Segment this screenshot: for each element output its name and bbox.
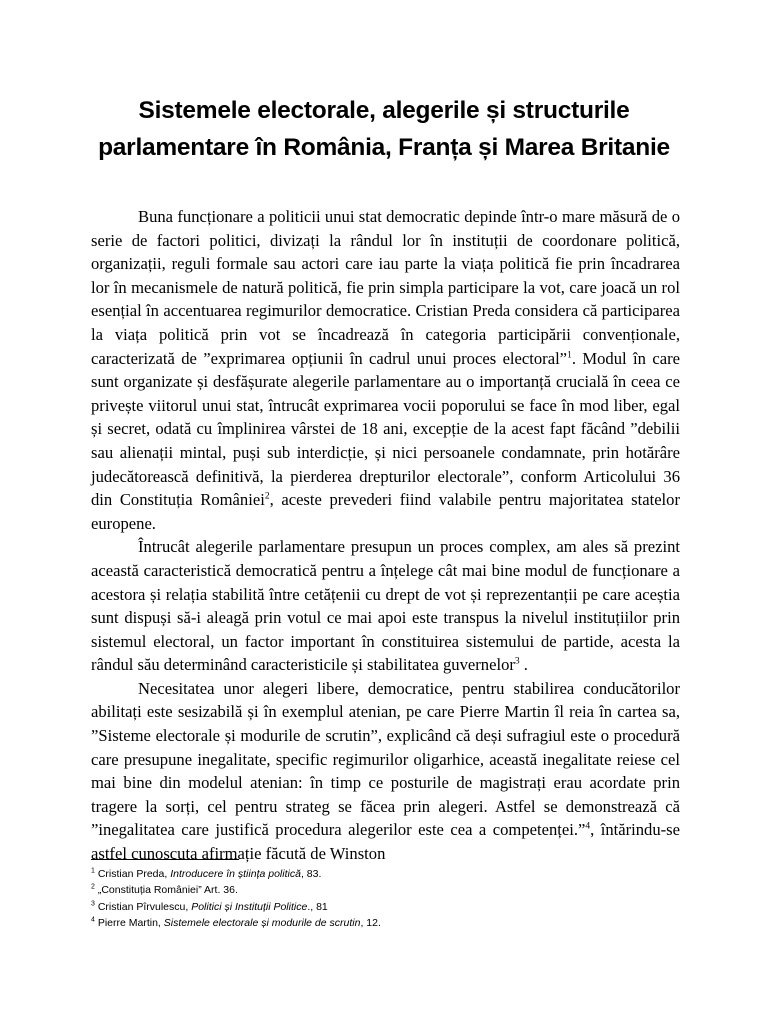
paragraph-3 [91,677,680,866]
footnote-text: Cristian Pîrvulescu, [94,900,192,913]
footnote-title: Politici și Instituții Politice [191,900,308,913]
footnote-ref-4: 4 [585,821,591,832]
paragraph-3-text-b: , întărindu-se astfel cunoscuta afirmație făcută de Winston [91,820,680,864]
title-line-1: Sistemele electorale, alegerile și structurile [138,97,630,124]
body-text [91,205,680,866]
paragraph-1-text-b: . Modul în care sunt organizate și desfășurate alegerile parlamentare au o importanță crucială în ceea ce privește viitorul unui stat, întrucât exprimarea vocii poporului se face în mod liber, egal și secret, odată cu împlinirea vârstei de 18 ani, excepție de la acest fapt făcând ”debilii sau alienații mintal, puși sub interdicție, și nici persoanele condamnate, prin hotărâre judecătorească definitivă, la pierderea drepturilor electorale”, conform Articolului 36 din Constituția României [91,348,680,510]
footnote-number: 1 [91,867,95,875]
footnote-suffix: , 83. [300,868,322,880]
footnote-suffix: , 12. [360,917,381,930]
paragraph-2-text-b: . [519,655,528,675]
paragraph-3-text-a: Necesitatea unor alegeri libere, democratice, pentru stabilirea conducătorilor abilitați este sesizabilă și în exemplul atenian, pe care Pierre Martin îl reia în cartea sa, ”Sisteme electorale și modurile de scrutin”, explicând că deși sufragiul este o procedură care presupune inegalitate, specific regimurilor oligarhice, această inegalitate reiese cel mai bine din modelul atenian: în timp ce posturile de magistrați erau acordate prin tragere la sorți, cel pentru strateg se făcea prin alegeri. Astfel se demonstrează că ”inegalitatea care justifică procedura alegerilor este cea a competenței.” [91,678,680,840]
footnote-4 [91,915,691,931]
paragraph-1-text-a: Buna funcționare a politicii unui stat democratic depinde într-o mare măsură de o serie de factori politici, divizați la rândul lor în instituții de coordonare politică, organizații, reguli formale sau actori care iau parte la viața politică fie prin încadrarea lor în mecanismele de natură politică, fie prin simpla participare la vot, care joacă un rol esențial în accentuarea regimurilor democratice. Cristian Preda considera că participarea la viața politică prin vot se încadrează în categoria participării convenționale, caracterizată de ”exprimarea opțiunii în cadrul unui proces electoral” [91,207,680,368]
footnote-ref-3: 3 [514,656,520,667]
page-title [60,92,708,166]
footnote-2 [91,882,691,898]
footnote-ref-2: 2 [264,491,270,502]
footnote-number: 3 [91,900,95,908]
footnote-text: Cristian Preda, [94,868,171,880]
footnote-1 [91,866,691,882]
paragraph-1-text-c: , aceste prevederi fiind valabile pentru majoritatea statelor europene. [91,490,680,533]
paragraph-1 [91,205,680,535]
footnote-number: 4 [91,916,95,924]
footnote-3 [91,899,691,915]
paragraph-2 [91,535,680,677]
footnote-text: Pierre Martin, [94,917,164,930]
footnote-number: 2 [91,883,95,891]
footnote-text: „Constituția României” Art. 36. [94,884,238,897]
footnote-title: Introducere în știința politică [170,868,301,880]
footnotes [91,866,691,932]
title-line-2: parlamentare în România, Franța și Marea Britanie [98,134,670,161]
paragraph-2-text-a: Întrucât alegerile parlamentare presupun un proces complex, am ales să prezint această caracteristică democratică pentru a înțelege cât mai bine modul de funcționare a acestora și relația stabilită între cetățenii cu drept de vot și reprezentanții pe care aceștia sunt dispuși să-i aleagă prin votul ce mai apoi este transpus la nivelul instituțiilor prin sistemul electoral, un factor important în constituirea sistemului de partide, acesta la rândul său determinând caracteristicile și stabilitatea guvernelor [91,537,680,675]
footnote-title: Sistemele electorale și modurile de scrutin [163,917,361,930]
footnote-suffix: ., 81 [307,900,328,913]
footnote-ref-1: 1 [567,350,572,361]
footnote-separator [91,859,239,860]
